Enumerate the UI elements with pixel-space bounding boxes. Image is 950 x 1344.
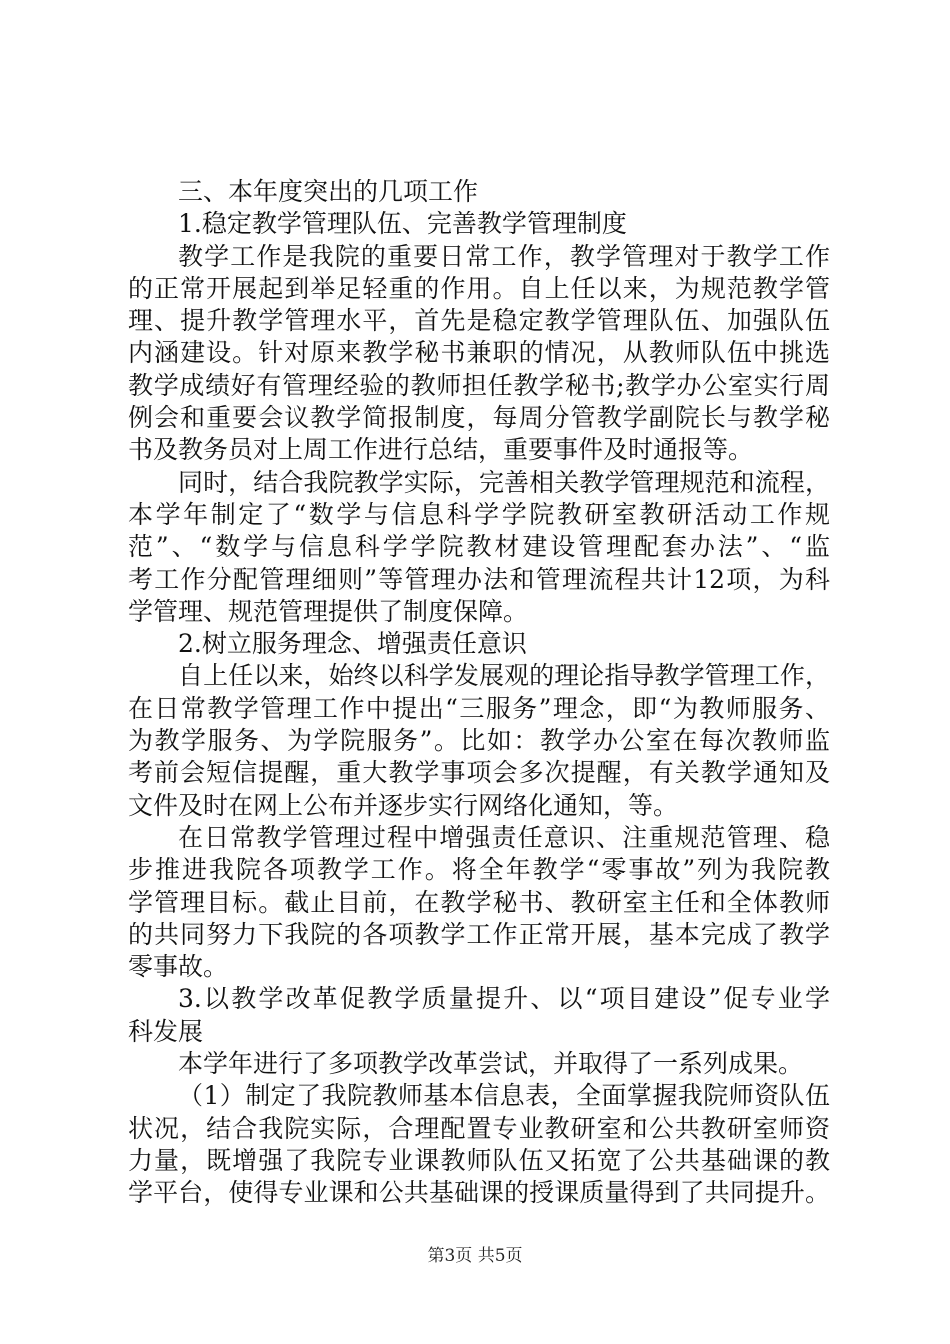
paragraph-line: 为教学服务、为学院服务”。比如：教学办公室在每次教师监 [128, 726, 830, 756]
subsection-heading: 3.以教学改革促教学质量提升、以“项目建设”促专业学 [178, 984, 830, 1014]
paragraph-line: 理、提升教学管理水平，首先是稳定教学管理队伍、加强队伍 [128, 306, 830, 336]
paragraph-line: 学管理、规范管理提供了制度保障。 [128, 596, 529, 626]
paragraph-line: 在日常教学管理工作中提出“三服务”理念，即“为教师服务、 [128, 693, 830, 723]
paragraph-line: 教学工作是我院的重要日常工作，教学管理对于教学工作 [178, 241, 830, 271]
paragraph-line: 文件及时在网上公布并逐步实行网络化通知，等。 [128, 790, 679, 820]
paragraph-line: 状况，结合我院实际，合理配置专业教研室和公共教研室师资 [128, 1113, 830, 1143]
paragraph-line: 教学成绩好有管理经验的教师担任教学秘书;教学办公室实行周 [128, 370, 830, 400]
paragraph-line: 学管理目标。截止目前，在教学秘书、教研室主任和全体教师 [128, 887, 830, 917]
section-heading: 三、本年度突出的几项工作 [178, 177, 479, 206]
paragraph-line: 力量，既增强了我院专业课教师队伍又拓宽了公共基础课的教 [128, 1145, 830, 1175]
paragraph-line: 本学年进行了多项教学改革尝试，并取得了一系列成果。 [178, 1049, 804, 1079]
paragraph-line: 本学年制定了“数学与信息科学学院教研室教研活动工作规 [128, 499, 830, 529]
document-body [128, 176, 830, 1210]
paragraph-line: 学平台，使得专业课和公共基础课的授课质量得到了共同提升。 [128, 1178, 830, 1208]
paragraph-line: 范”、“数学与信息科学学院教材建设管理配套办法”、“监 [128, 532, 830, 562]
paragraph-line: 书及教务员对上周工作进行总结，重要事件及时通报等。 [128, 435, 754, 465]
page-number-footer: 第3页 共5页 [427, 1246, 523, 1266]
paragraph-line: 同时，结合我院教学实际，完善相关教学管理规范和流程， [178, 467, 830, 497]
paragraph-line: 步推进我院各项教学工作。将全年教学“零事故”列为我院教 [128, 855, 830, 885]
paragraph-line: 内涵建设。针对原来教学秘书兼职的情况，从教师队伍中挑选 [128, 338, 830, 368]
subsection-heading: 1.稳定教学管理队伍、完善教学管理制度 [178, 209, 627, 239]
paragraph-line: 考前会短信提醒，重大教学事项会多次提醒，有关教学通知及 [128, 758, 830, 788]
paragraph-line: 自上任以来，始终以科学发展观的理论指导教学管理工作， [178, 661, 830, 691]
paragraph-line: 考工作分配管理细则”等管理办法和管理流程共计12项，为科 [128, 564, 830, 594]
paragraph-line: 例会和重要会议教学简报制度，每周分管教学副院长与教学秘 [128, 403, 830, 433]
subsection-heading-continued: 科发展 [128, 1016, 204, 1046]
paragraph-line: 的共同努力下我院的各项教学工作正常开展，基本完成了教学 [128, 919, 830, 949]
paragraph-line: 零事故。 [128, 952, 229, 982]
paragraph-line: 在日常教学管理过程中增强责任意识、注重规范管理、稳 [178, 822, 830, 852]
paragraph-line: 的正常开展起到举足轻重的作用。自上任以来，为规范教学管 [128, 273, 830, 303]
paragraph-line: （1）制定了我院教师基本信息表，全面掌握我院师资队伍 [178, 1081, 830, 1111]
subsection-heading: 2.树立服务理念、增强责任意识 [178, 629, 527, 659]
